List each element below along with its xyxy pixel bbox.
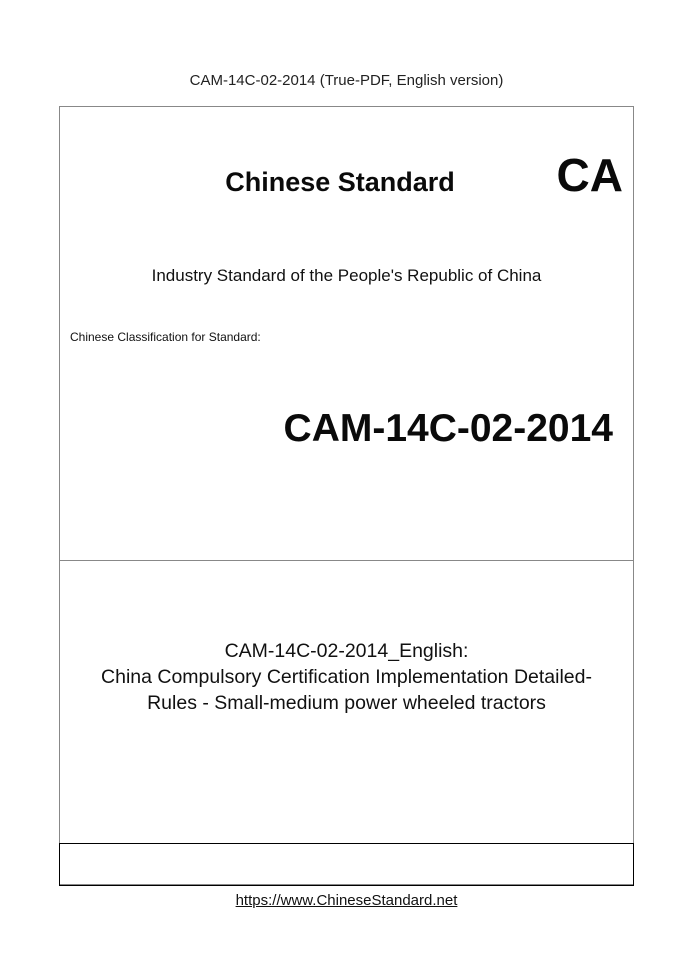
category-code: CA [556, 149, 623, 201]
running-header: CAM-14C-02-2014 (True-PDF, English version) [189, 72, 504, 89]
standard-number: CAM-14C-02-2014 [283, 407, 613, 450]
english-title-line: CAM-14C-02-2014_English: [224, 640, 469, 662]
website-link[interactable]: https://www.ChineseStandard.net [235, 892, 458, 909]
english-title-line: Rules - Small-medium power wheeled tractors [147, 692, 546, 714]
cover-middle-panel [60, 561, 633, 843]
subtitle: Industry Standard of the People's Republic of China [151, 266, 542, 285]
english-title-block [75, 638, 618, 716]
cover-top-panel [60, 107, 633, 561]
cover-frame [59, 106, 634, 885]
cover-bottom-panel [59, 843, 634, 886]
english-title-line: China Compulsory Certification Implementation Detailed- [101, 666, 592, 688]
main-title: Chinese Standard [225, 167, 455, 197]
classification-label: Chinese Classification for Standard: [70, 330, 261, 344]
